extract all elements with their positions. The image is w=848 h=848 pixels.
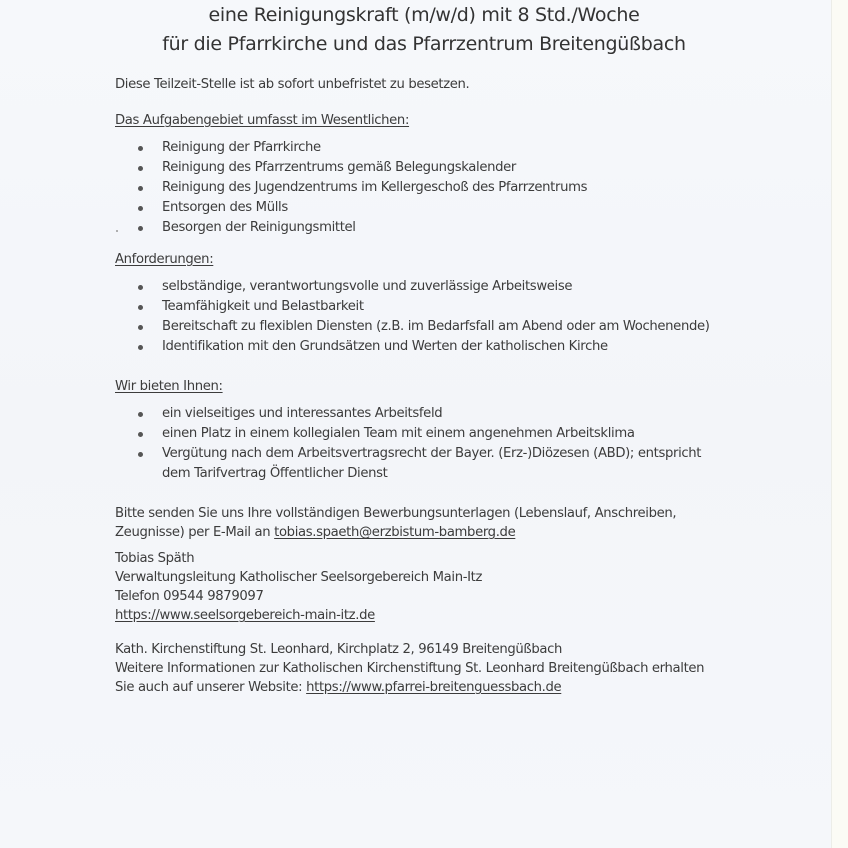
application-text-line-1: Bitte senden Sie uns Ihre vollständigen Bewerbungsunterlagen (Lebenslauf, Anschreiben, — [115, 506, 677, 521]
list-item-text: Reinigung der Pfarrkirche — [162, 140, 321, 155]
contact-website-link[interactable]: https://www.seelsorgebereich-main-itz.de — [115, 608, 375, 623]
list-item-text: ein vielseitiges und interessantes Arbeitsfeld — [162, 406, 443, 421]
bullet-icon — [138, 412, 143, 417]
contact-phone: Telefon 09544 9879097 — [115, 589, 264, 604]
tasks-heading: Das Aufgabengebiet umfasst im Wesentlichen: — [115, 113, 410, 128]
bullet-icon — [138, 345, 143, 350]
title-line-2: für die Pfarrkirche und das Pfarrzentrum Breitengüßbach — [162, 33, 686, 55]
bullet-icon — [138, 305, 143, 310]
list-item-text: Vergütung nach dem Arbeitsvertragsrecht der Bayer. (Erz-)Diözesen (ABD); entspricht — [162, 446, 702, 461]
bullet-icon — [138, 206, 143, 211]
paper-edge — [831, 0, 848, 848]
list-item-text: Teamfähigkeit und Belastbarkeit — [162, 299, 364, 314]
bullet-icon — [138, 186, 143, 191]
parish-website-link[interactable]: https://www.pfarrei-breitenguessbach.de — [306, 680, 562, 695]
list-item-continuation: dem Tarifvertrag Öffentlicher Dienst — [162, 466, 388, 481]
offer-heading: Wir bieten Ihnen: — [115, 379, 223, 394]
list-item-text: Reinigung des Pfarrzentrums gemäß Belegungskalender — [162, 160, 516, 175]
bullet-icon — [138, 452, 143, 457]
footer-info-line-1: Weitere Informationen zur Katholischen Kirchenstiftung St. Leonhard Breitengüßbach erhalten — [115, 661, 705, 676]
contact-name: Tobias Späth — [115, 551, 195, 566]
bullet-icon — [138, 285, 143, 290]
footer-info-line-2 — [115, 680, 561, 695]
list-item-text: Besorgen der Reinigungsmittel — [162, 220, 356, 235]
footer-address: Kath. Kirchenstiftung St. Leonhard, Kirchplatz 2, 96149 Breitengüßbach — [115, 642, 563, 657]
title-line-1: eine Reinigungskraft (m/w/d) mit 8 Std./Woche — [208, 4, 640, 26]
requirements-heading: Anforderungen: — [115, 252, 214, 267]
email-link[interactable]: tobias.spaeth@erzbistum-bamberg.de — [274, 525, 516, 540]
intro-text: Diese Teilzeit-Stelle ist ab sofort unbefristet zu besetzen. — [115, 77, 470, 92]
bullet-icon — [138, 226, 143, 231]
bullet-icon — [138, 432, 143, 437]
list-item-text: Identifikation mit den Grundsätzen und Werten der katholischen Kirche — [162, 339, 608, 354]
list-item-text: einen Platz in einem kollegialen Team mit einem angenehmen Arbeitsklima — [162, 426, 635, 441]
bullet-icon — [138, 325, 143, 330]
scan-speck — [116, 230, 118, 232]
list-item-text: Bereitschaft zu flexiblen Diensten (z.B. im Bedarfsfall am Abend oder am Wochenende) — [162, 319, 710, 334]
contact-role: Verwaltungsleitung Katholischer Seelsorgebereich Main-Itz — [115, 570, 483, 585]
application-text-line-2 — [115, 525, 515, 540]
list-item-text: selbständige, verantwortungsvolle und zuverlässige Arbeitsweise — [162, 279, 573, 294]
list-item-text: Reinigung des Jugendzentrums im Kellergeschoß des Pfarrzentrums — [162, 180, 588, 195]
application-text-prefix: Zeugnisse) per E-Mail an — [115, 525, 275, 540]
bullet-icon — [138, 166, 143, 171]
list-item-text: Entsorgen des Mülls — [162, 200, 288, 215]
footer-info-prefix: Sie auch auf unserer Website: — [115, 680, 307, 695]
bullet-icon — [138, 146, 143, 151]
